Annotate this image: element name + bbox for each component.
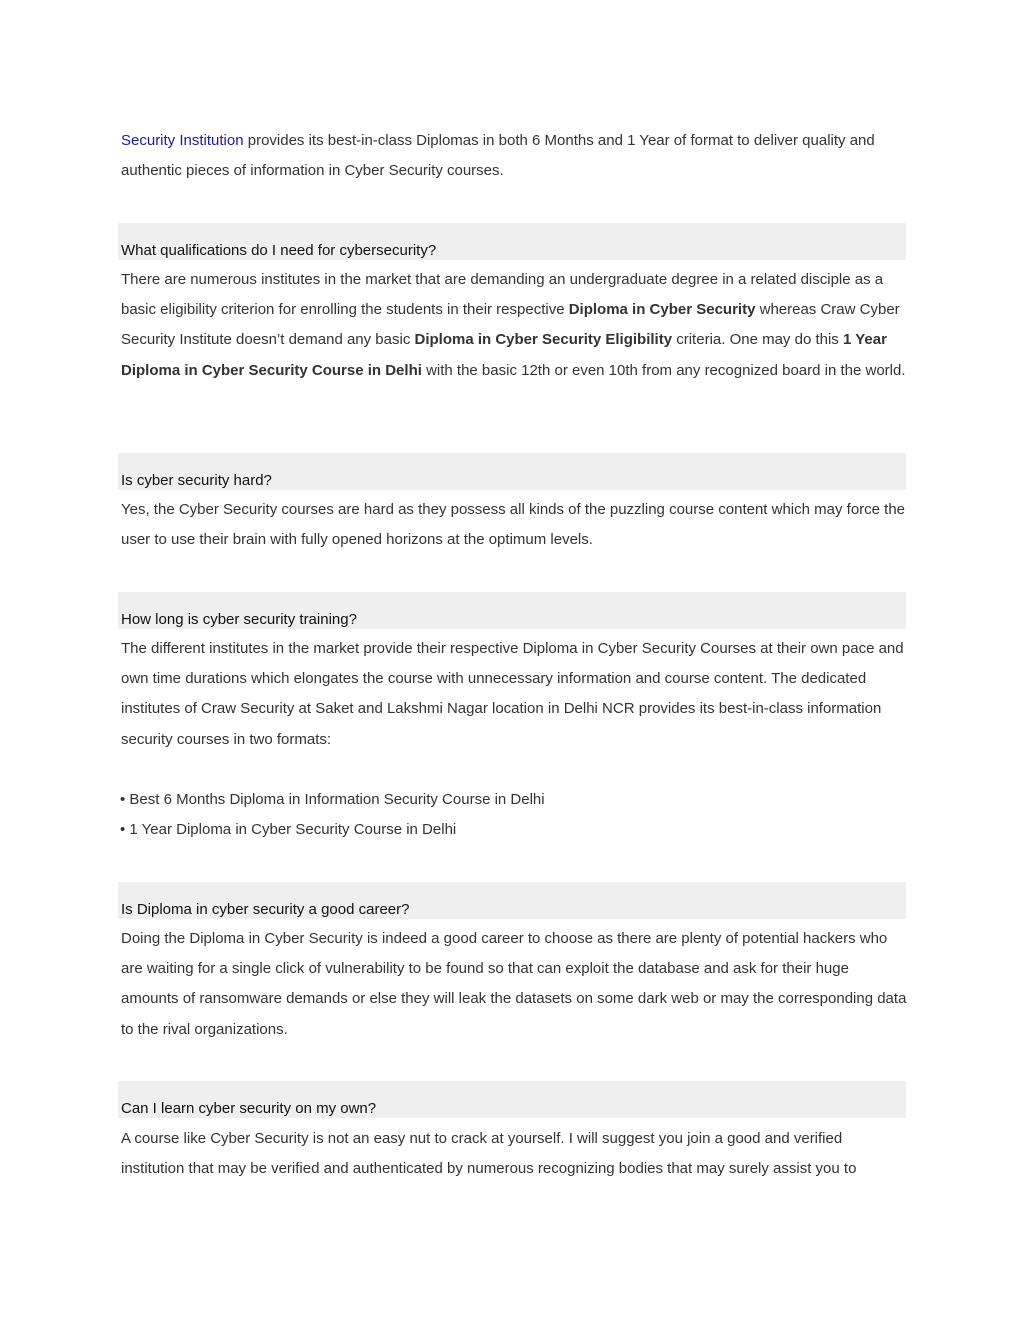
question-header-hard <box>118 453 906 490</box>
answer-text: with the basic 12th or even 10th from any recognized board in the world. <box>421 361 906 379</box>
answer-hard: Yes, the Cyber Security courses are hard as they possess all kinds of the puzzling course content which may force the user to use their brain with fully opened horizons at the optimum levels. <box>121 501 906 549</box>
question-header-learn-own <box>118 1081 906 1118</box>
answer-good-career: Doing the Diploma in Cyber Security is indeed a good career to choose as there are plenty of potential hackers who are waiting for a single click of vulnerability to be found so that can exploit the database and ask for their huge amounts of ransomware demands or else they will leak the datasets on some dark web or may the corresponding data to the rival organizations. <box>121 930 907 1038</box>
question-header-good-career <box>118 882 906 919</box>
question-text: Is cyber security hard? <box>121 472 272 489</box>
intro-text: provides its best-in-class Diplomas in both 6 Months and 1 Year of format to deliver quality and authentic pieces of information in Cyber Security courses. <box>121 132 875 180</box>
bold-diploma-eligibility: Diploma in Cyber Security Eligibility <box>414 331 673 349</box>
security-institution-link[interactable]: Security Institution <box>121 132 244 149</box>
course-format-list <box>120 785 906 845</box>
list-item: • Best 6 Months Diploma in Information Security Course in Delhi <box>120 791 545 808</box>
question-text: Can I learn cyber security on my own? <box>121 1100 377 1117</box>
bold-diploma-cyber-security: Diploma in Cyber Security <box>568 301 756 319</box>
question-text: Is Diploma in cyber security a good career? <box>121 901 410 918</box>
question-header-training-length <box>118 592 906 629</box>
intro-paragraph <box>121 126 907 186</box>
question-header-qualifications <box>118 223 906 260</box>
answer-text: There are numerous institutes in the market that are demanding an undergraduate degree in a related disciple as a basic eligibility criterion for enrolling the students in their respective <box>121 271 884 319</box>
answer-qualifications <box>121 265 907 386</box>
list-item: • 1 Year Diploma in Cyber Security Course in Delhi <box>120 821 457 839</box>
answer-text: criteria. One may do this <box>672 331 843 349</box>
bold-one-year-diploma: 1 Year Diploma in Cyber Security Course in Delhi <box>121 331 887 379</box>
question-text: What qualifications do I need for cybersecurity? <box>121 242 437 259</box>
answer-training-length: The different institutes in the market provide their respective Diploma in Cyber Security Courses at their own pace and own time durations which elongates the course with unnecessary information and course content. The dedicated institutes of Craw Security at Saket and Lakshmi Nagar location in Delhi NCR provides its best-in-class information security courses in two formats: <box>121 640 904 748</box>
answer-learn-own: A course like Cyber Security is not an easy nut to crack at yourself. I will suggest you join a good and verified institution that may be verified and authenticated by numerous recognizing bodies that may surely assist you to <box>121 1130 857 1178</box>
question-text: How long is cyber security training? <box>121 611 357 628</box>
answer-text: whereas Craw Cyber Security Institute doesn’t demand any basic <box>121 301 900 349</box>
